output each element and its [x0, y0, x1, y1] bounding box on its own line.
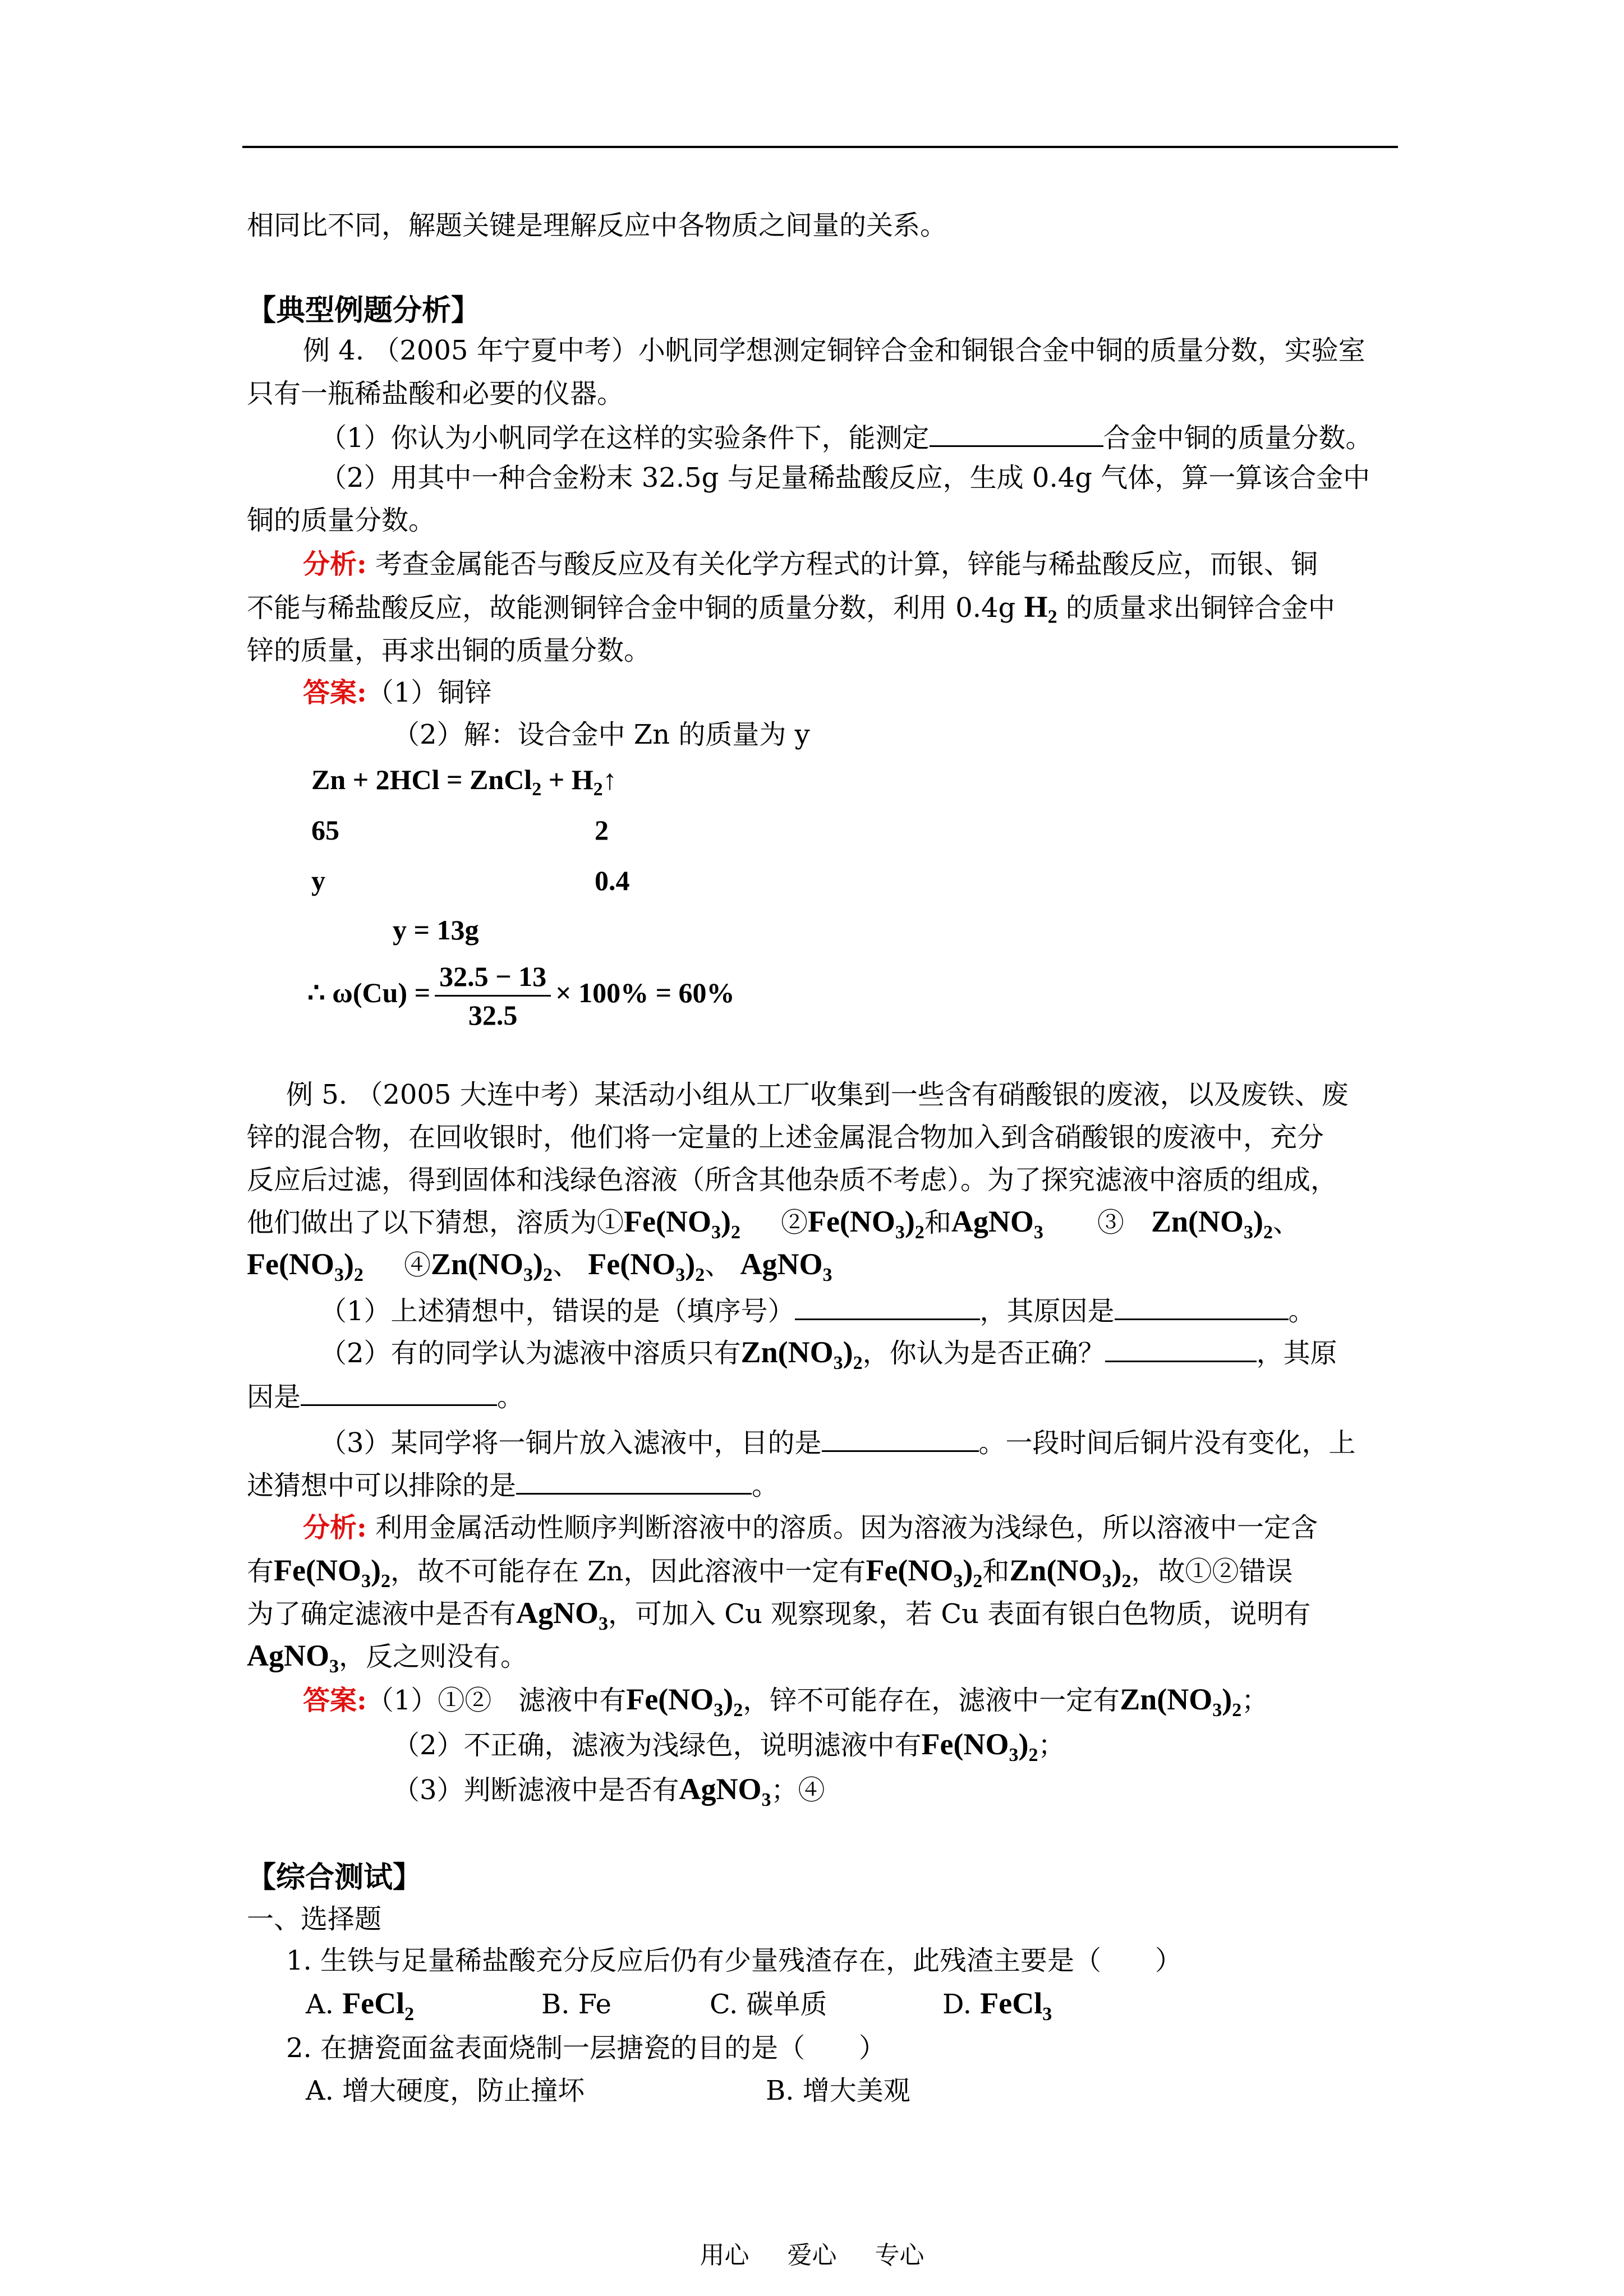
ratio-row-1-left: 65 [311, 814, 339, 846]
result-value: y = 13g [393, 914, 479, 946]
ex5-analysis-line4: AgNO$_3$，反之则没有。 [247, 1639, 528, 1677]
ex4-question2-line2: 铜的质量分数。 [247, 505, 436, 536]
section-title-examples: 【典型例题分析】 [247, 293, 481, 328]
option-c[interactable]: C. 碳单质 [710, 1989, 827, 2020]
ex4-analysis-line2: 不能与稀盐酸反应，故能测铜锌合金中铜的质量分数，利用 0.4g $H_2$ 的质量求出铜锌合金中 [247, 590, 1335, 628]
ex5-stem-line1: 例 5. （2005 大连中考）某活动小组从工厂收集到一些含有硝酸银的废液，以及废铁、废 [286, 1079, 1349, 1110]
ex5-answer-line2: （2）不正确，滤液为浅绿色，说明滤液中有$Fe(NO_3)_2$； [393, 1727, 1065, 1765]
ex5-answer-line3: （3）判断滤液中是否有AgNO$_3$；④ [393, 1772, 825, 1810]
ratio-row-1-right: 2 [595, 814, 609, 846]
answer-blank[interactable] [822, 1424, 979, 1452]
option-b[interactable]: B. Fe [541, 1989, 611, 2020]
ex4-question2-line1: （2）用其中一种合金粉末 32.5g 与足量稀盐酸反应，生成 0.4g 气体，算一算该合金中 [320, 462, 1370, 494]
question-2-stem: 2. 在搪瓷面盆表面烧制一层搪瓷的目的是（ ） [286, 2032, 886, 2064]
fraction: $\frac{32.5 - 13}{32.5}$ [435, 958, 551, 1034]
ex4-stem-line1: 例 4. （2005 年宁夏中考）小帆同学想测定铜锌合金和铜银合金中铜的质量分数，实验室 [303, 335, 1365, 366]
option-b[interactable]: B. 增大美观 [766, 2075, 910, 2106]
answer-blank[interactable] [1105, 1335, 1257, 1362]
ratio-row-2-right: 0.4 [595, 865, 630, 896]
chemical-equation: Zn + 2HCl = ZnCl$_2$ + $H_2↑$ [311, 764, 617, 800]
ex4-stem-line2: 只有一瓶稀盐酸和必要的仪器。 [247, 378, 624, 409]
option-a[interactable]: A. 增大硬度，防止撞坏 [306, 2075, 585, 2106]
ex4-answer-line1: 答案:（1）铜锌 [303, 677, 492, 708]
option-a[interactable]: A. FeCl$_2$ [306, 1986, 415, 2025]
ex5-analysis-line2: 有$Fe(NO_3)_2$，故不可能存在 Zn，因此溶液中一定有$Fe(NO_3)_2$和$Zn(NO_3)_2$，故①②错误 [247, 1553, 1293, 1592]
mass-fraction-equation: ∴ ω(Cu) = $\frac{32.5 - 13}{32.5}$ × 100% = 60% [307, 953, 735, 1034]
footer-word: 爱心 [787, 2241, 837, 2270]
footer-word: 用心 [700, 2241, 749, 2270]
ex5-stem-line5: $Fe(NO_3)_2$ $④Zn(NO_3)_2$、 $Fe(NO_3)_2$、 AgNO$_3$ [247, 1247, 832, 1285]
section-title-test: 【综合测试】 [247, 1860, 422, 1894]
ex5-stem-line3: 反应后过滤，得到固体和浅绿色溶液（所含其他杂质不考虑）。为了探究滤液中溶质的组成， [247, 1164, 1338, 1196]
answer-blank[interactable] [1115, 1293, 1289, 1320]
question-1-stem: 1. 生铁与足量稀盐酸充分反应后仍有少量残渣存在，此残渣主要是（ ） [286, 1945, 1183, 1976]
ex5-answer-line1: 答案:（1）①② 滤液中有$Fe(NO_3)_2$，锌不可能存在，滤液中一定有$Zn(NO_3)_2$； [303, 1682, 1269, 1721]
ex5-question2-line2: 因是 。 [247, 1378, 524, 1414]
answer-blank[interactable] [795, 1293, 980, 1320]
footer-word: 专心 [875, 2241, 924, 2270]
page-footer [0, 2235, 1624, 2271]
ex5-question2-line1: （2）有的同学认为滤液中溶质只有$Zn(NO_3)_2$，你认为是否正确？ ，其原 [320, 1335, 1337, 1373]
ex5-stem-line4: 他们做出了以下猜想，溶质为$①Fe(NO_3)_2$ $②Fe(NO_3)_2$和AgNO$_3$ ③ $Zn(NO_3)_2$、 [247, 1205, 1300, 1243]
answer-blank[interactable] [516, 1467, 752, 1495]
ex5-question3-line2: 述猜想中可以排除的是 。 [247, 1467, 779, 1502]
ex5-question1: （1）上述猜想中，错误的是（填序号） ，其原因是 。 [320, 1293, 1315, 1328]
continuation-text: 相同比不同，解题关键是理解反应中各物质之间量的关系。 [247, 210, 947, 241]
option-d[interactable]: D. FeCl$_3$ [942, 1986, 1052, 2025]
up-arrow-icon: ↑ [602, 764, 617, 795]
part-title-choice: 一、选择题 [247, 1903, 382, 1935]
ex4-analysis-line1: 分析: 考查金属能否与酸反应及有关化学方程式的计算，锌能与稀盐酸反应，而银、铜 [303, 548, 1318, 580]
question-1-options [306, 1986, 1052, 2031]
header-rule [242, 146, 1398, 148]
answer-blank[interactable] [301, 1378, 497, 1406]
ex4-answer-line2: （2）解：设合金中 Zn 的质量为 y [393, 719, 810, 750]
question-2-options [306, 2074, 910, 2108]
ex5-analysis-line3: 为了确定滤液中是否有AgNO$_3$，可加入 Cu 观察现象，若 Cu 表面有银白色物质，说明有 [247, 1596, 1311, 1634]
ex5-stem-line2: 锌的混合物，在回收银时，他们将一定量的上述金属混合物加入到含硝酸银的废液中，充分 [247, 1122, 1324, 1153]
ex4-question1: （1）你认为小帆同学在这样的实验条件下，能测定 合金中铜的质量分数。 [320, 419, 1373, 455]
ex5-question3-line1: （3）某同学将一铜片放入滤液中，目的是 。一段时间后铜片没有变化，上 [320, 1424, 1356, 1460]
ex5-analysis-line1: 分析: 利用金属活动性顺序判断溶液中的溶质。因为溶液为浅绿色，所以溶液中一定含 [303, 1512, 1318, 1543]
ratio-row-2-left: y [311, 865, 325, 896]
answer-blank[interactable] [930, 419, 1103, 447]
ex4-analysis-line3: 锌的质量，再求出铜的质量分数。 [247, 635, 651, 666]
